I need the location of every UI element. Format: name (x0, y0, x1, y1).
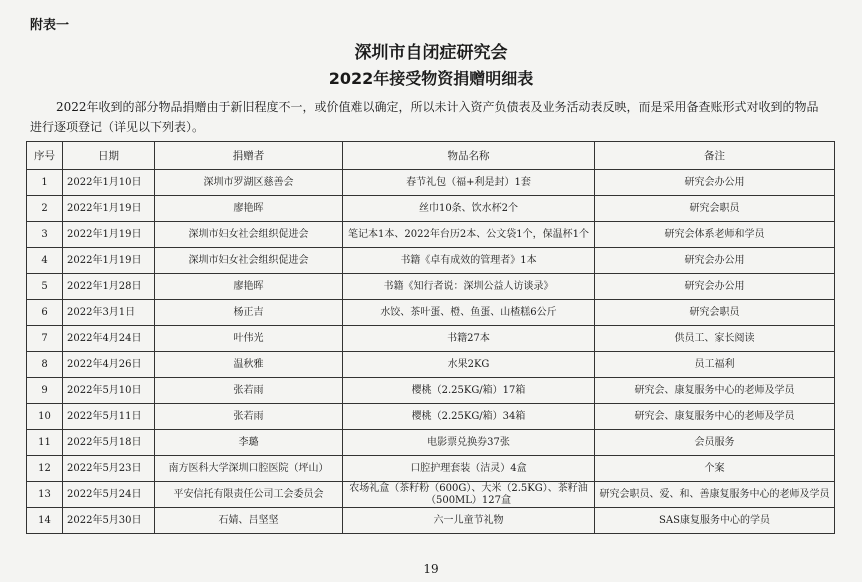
cell-index: 14 (27, 508, 63, 534)
cell-donor: 平安信托有限责任公司工会委员会 (155, 482, 343, 508)
table-row (27, 404, 835, 430)
cell-donor: 廖艳晖 (155, 196, 343, 222)
cell-date: 2022年3月1日 (63, 300, 155, 326)
cell-index: 2 (27, 196, 63, 222)
cell-note: 研究会、康复服务中心的老师及学员 (595, 378, 835, 404)
table-row (27, 196, 835, 222)
document-title: 2022年接受物资捐赠明细表 (328, 69, 534, 88)
header-index: 序号 (27, 142, 63, 170)
table-row (27, 222, 835, 248)
cell-item: 丝巾10条、饮水杯2个 (343, 196, 595, 222)
table-row (27, 300, 835, 326)
page-number: 19 (423, 562, 439, 576)
cell-note: 研究会体系老师和学员 (595, 222, 835, 248)
table-row (27, 326, 835, 352)
cell-item: 电影票兑换券37张 (343, 430, 595, 456)
cell-donor: 深圳市罗湖区慈善会 (155, 170, 343, 196)
cell-item: 樱桃（2.25KG/箱）17箱 (343, 378, 595, 404)
cell-date: 2022年5月23日 (63, 456, 155, 482)
cell-index: 9 (27, 378, 63, 404)
cell-date: 2022年1月10日 (63, 170, 155, 196)
cell-index: 11 (27, 430, 63, 456)
table-row (27, 430, 835, 456)
cell-item: 书籍《卓有成效的管理者》1本 (343, 248, 595, 274)
cell-note: 供员工、家长阅读 (595, 326, 835, 352)
header-item: 物品名称 (343, 142, 595, 170)
cell-index: 13 (27, 482, 63, 508)
header-donor: 捐赠者 (155, 142, 343, 170)
cell-item: 农场礼盒（茶籽粉（600G）、大米（2.5KG）、茶籽油（500ML）127盒 (343, 482, 595, 508)
cell-index: 4 (27, 248, 63, 274)
table-row (27, 352, 835, 378)
cell-donor: 廖艳晖 (155, 274, 343, 300)
cell-date: 2022年5月11日 (63, 404, 155, 430)
cell-note: 研究会、康复服务中心的老师及学员 (595, 404, 835, 430)
table-row (27, 170, 835, 196)
organization-title: 深圳市自闭症研究会 (354, 43, 508, 63)
appendix-label: 附表一 (30, 18, 70, 33)
cell-index: 8 (27, 352, 63, 378)
cell-note: 研究会职员 (595, 196, 835, 222)
cell-date: 2022年5月18日 (63, 430, 155, 456)
cell-date: 2022年1月19日 (63, 196, 155, 222)
cell-note: 研究会办公用 (595, 274, 835, 300)
cell-date: 2022年5月10日 (63, 378, 155, 404)
cell-date: 2022年1月19日 (63, 222, 155, 248)
cell-date: 2022年4月24日 (63, 326, 155, 352)
cell-item: 口腔护理套装（洁灵）4盒 (343, 456, 595, 482)
cell-date: 2022年5月30日 (63, 508, 155, 534)
cell-donor: 深圳市妇女社会组织促进会 (155, 222, 343, 248)
intro-paragraph: 2022年收到的部分物品捐赠由于新旧程度不一，或价值难以确定，所以未计入资产负债表及业务活动表反映，而是采用备查账形式对收到的物品进行逐项登记（详见以下列表）。 (30, 100, 819, 134)
cell-note: 研究会办公用 (595, 248, 835, 274)
cell-date: 2022年1月28日 (63, 274, 155, 300)
cell-donor: 张若雨 (155, 378, 343, 404)
cell-note: 研究会职员、爱、和、善康复服务中心的老师及学员 (595, 482, 835, 508)
table-row (27, 482, 835, 508)
cell-item: 春节礼包（福+利是封）1套 (343, 170, 595, 196)
cell-index: 3 (27, 222, 63, 248)
cell-note: 个案 (595, 456, 835, 482)
cell-item: 水饺、茶叶蛋、橙、鱼蛋、山楂糕6公斤 (343, 300, 595, 326)
cell-donor: 叶伟光 (155, 326, 343, 352)
cell-donor: 张若雨 (155, 404, 343, 430)
table-row (27, 248, 835, 274)
cell-donor: 杨正吉 (155, 300, 343, 326)
cell-donor: 李璐 (155, 430, 343, 456)
cell-date: 2022年1月19日 (63, 248, 155, 274)
table-body (27, 170, 835, 534)
cell-donor: 温秋雅 (155, 352, 343, 378)
cell-note: 员工福利 (595, 352, 835, 378)
donation-table (26, 141, 835, 534)
cell-item: 樱桃（2.25KG/箱）34箱 (343, 404, 595, 430)
cell-donor: 石婧、吕坚坚 (155, 508, 343, 534)
header-note: 备注 (595, 142, 835, 170)
cell-index: 12 (27, 456, 63, 482)
table-row (27, 508, 835, 534)
cell-index: 10 (27, 404, 63, 430)
cell-index: 7 (27, 326, 63, 352)
table-row (27, 274, 835, 300)
cell-item: 书籍《知行者说：深圳公益人访谈录》 (343, 274, 595, 300)
cell-note: SAS康复服务中心的学员 (595, 508, 835, 534)
cell-note: 研究会职员 (595, 300, 835, 326)
cell-index: 5 (27, 274, 63, 300)
cell-note: 研究会办公用 (595, 170, 835, 196)
cell-note: 会员服务 (595, 430, 835, 456)
table-header-row (27, 142, 835, 170)
cell-date: 2022年4月26日 (63, 352, 155, 378)
cell-item: 笔记本1本、2022年台历2本、公文袋1个，保温杯1个 (343, 222, 595, 248)
table-row (27, 378, 835, 404)
cell-donor: 深圳市妇女社会组织促进会 (155, 248, 343, 274)
cell-item: 水果2KG (343, 352, 595, 378)
cell-date: 2022年5月24日 (63, 482, 155, 508)
cell-index: 6 (27, 300, 63, 326)
cell-item: 六一儿童节礼物 (343, 508, 595, 534)
cell-index: 1 (27, 170, 63, 196)
header-date: 日期 (63, 142, 155, 170)
table-row (27, 456, 835, 482)
cell-donor: 南方医科大学深圳口腔医院（坪山） (155, 456, 343, 482)
cell-item: 书籍27本 (343, 326, 595, 352)
